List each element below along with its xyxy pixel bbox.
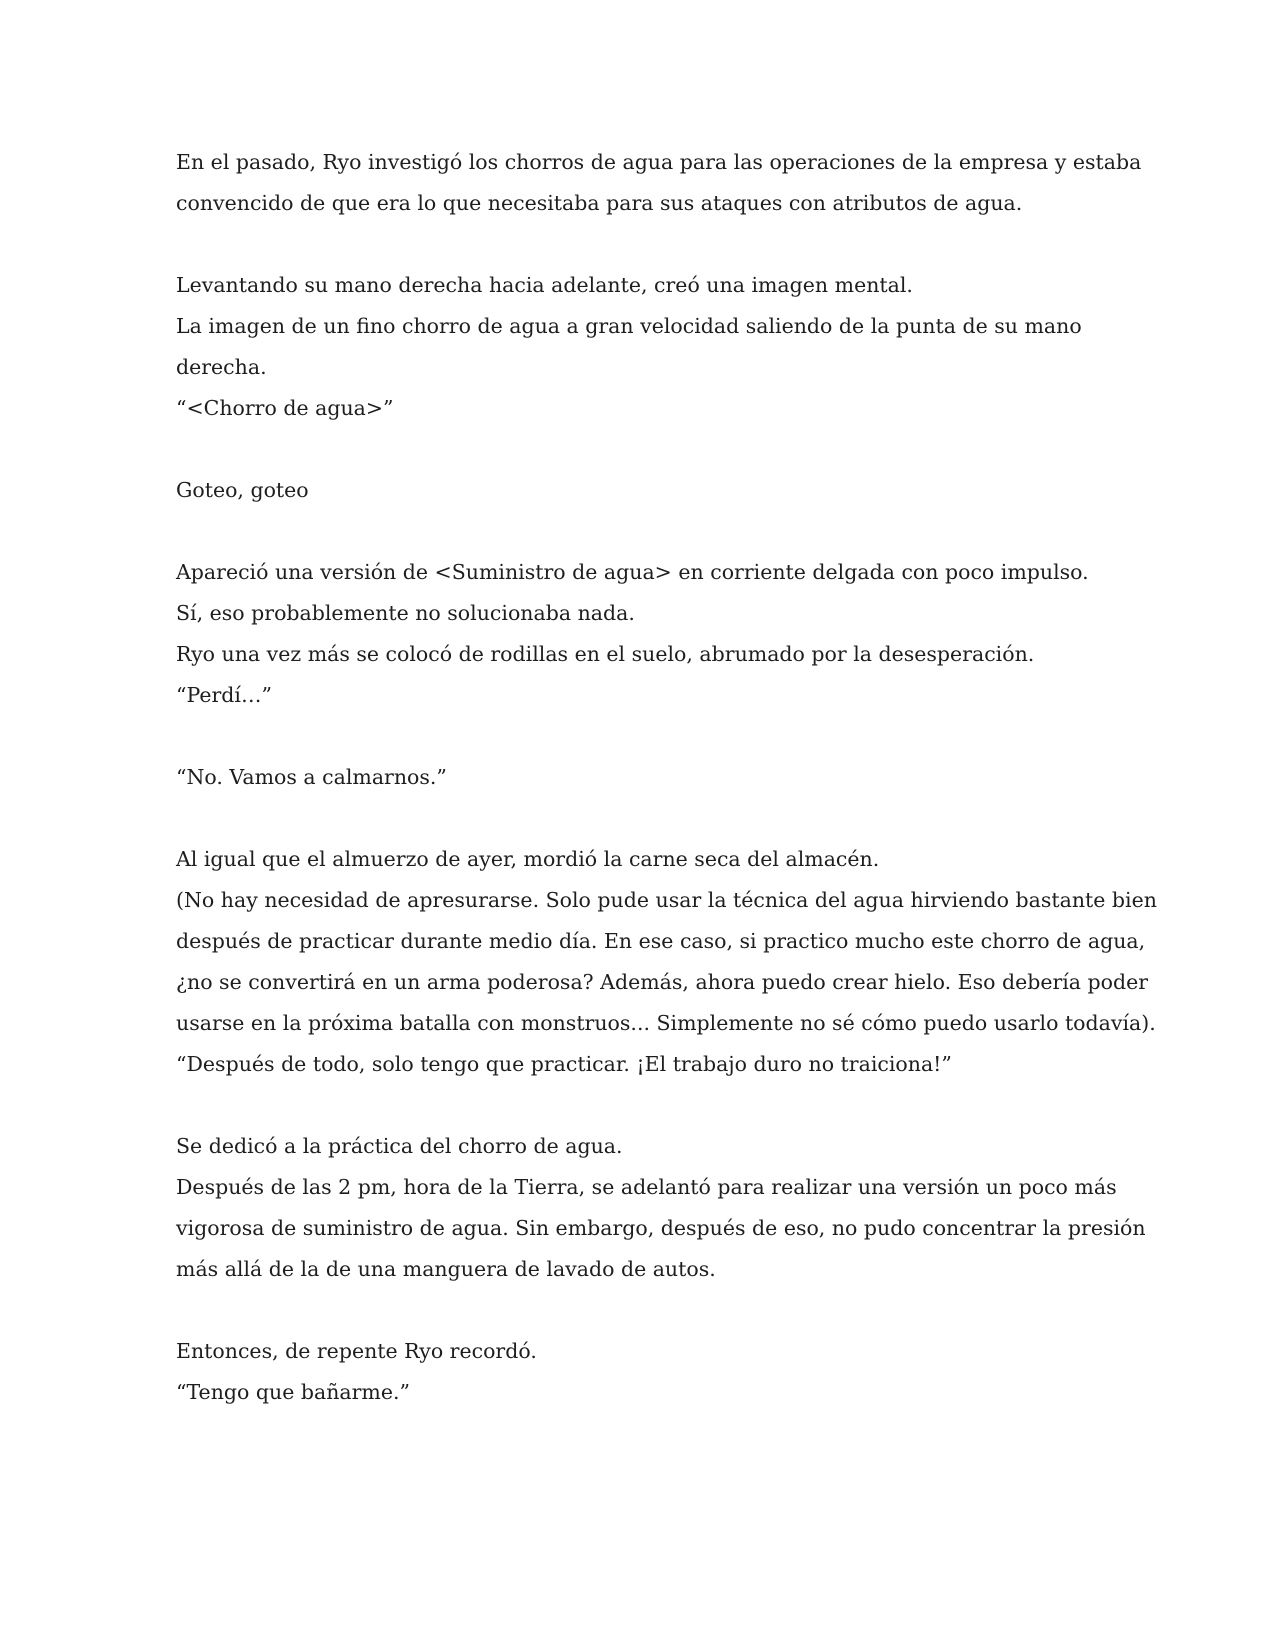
paragraph-4 bbox=[176, 552, 1116, 716]
text-line: convencido de que era lo que necesitaba para sus ataques con atributos de agua. bbox=[176, 191, 1023, 215]
text-line: Ryo una vez más se colocó de rodillas en el suelo, abrumado por la desesperación. bbox=[176, 642, 1035, 666]
dialogue-line: “Tengo que bañarme.” bbox=[176, 1380, 410, 1404]
text-line: después de practicar durante medio día. En ese caso, si practico mucho este chorro de agua, bbox=[176, 929, 1146, 953]
paragraph-8 bbox=[176, 1331, 1116, 1413]
text-line: En el pasado, Ryo investigó los chorros de agua para las operaciones de la empresa y estaba bbox=[176, 150, 1142, 174]
paragraph-5 bbox=[176, 757, 1116, 798]
text-line: La imagen de un fino chorro de agua a gran velocidad saliendo de la punta de su mano bbox=[176, 314, 1082, 338]
dialogue-line: “No. Vamos a calmarnos.” bbox=[176, 765, 447, 789]
text-line: Al igual que el almuerzo de ayer, mordió la carne seca del almacén. bbox=[176, 847, 880, 871]
dialogue-line: “Después de todo, solo tengo que practicar. ¡El trabajo duro no traiciona!” bbox=[176, 1052, 952, 1076]
text-line: Después de las 2 pm, hora de la Tierra, se adelantó para realizar una versión un poco más bbox=[176, 1175, 1117, 1199]
dialogue-line: “Perdí…” bbox=[176, 683, 272, 707]
text-line: Apareció una versión de <Suministro de agua> en corriente delgada con poco impulso. bbox=[176, 560, 1089, 584]
document-body bbox=[176, 142, 1157, 1413]
text-line: vigorosa de suministro de agua. Sin embargo, después de eso, no pudo concentrar la presión bbox=[176, 1216, 1146, 1240]
text-line: más allá de la de una manguera de lavado de autos. bbox=[176, 1257, 716, 1281]
dialogue-line: “<Chorro de agua>” bbox=[176, 396, 394, 420]
paragraph-6 bbox=[176, 839, 1157, 1085]
text-line: Goteo, goteo bbox=[176, 478, 309, 502]
text-line: Levantando su mano derecha hacia adelante, creó una imagen mental. bbox=[176, 273, 913, 297]
paragraph-7 bbox=[176, 1126, 1146, 1290]
text-line: ¿no se convertirá en un arma poderosa? Además, ahora puedo crear hielo. Eso debería poder bbox=[176, 970, 1149, 994]
text-line: derecha. bbox=[176, 355, 267, 379]
text-line: Se dedicó a la práctica del chorro de agua. bbox=[176, 1134, 623, 1158]
paragraph-2 bbox=[176, 265, 1116, 429]
text-line: Sí, eso probablemente no solucionaba nada. bbox=[176, 601, 635, 625]
text-line: (No hay necesidad de apresurarse. Solo pude usar la técnica del agua hirviendo bastante bien bbox=[176, 888, 1157, 912]
text-line: Entonces, de repente Ryo recordó. bbox=[176, 1339, 537, 1363]
paragraph-3 bbox=[176, 470, 1116, 511]
text-line: usarse en la próxima batalla con monstruos... Simplemente no sé cómo puedo usarlo todavía). bbox=[176, 1011, 1156, 1035]
paragraph-1 bbox=[176, 142, 1142, 224]
